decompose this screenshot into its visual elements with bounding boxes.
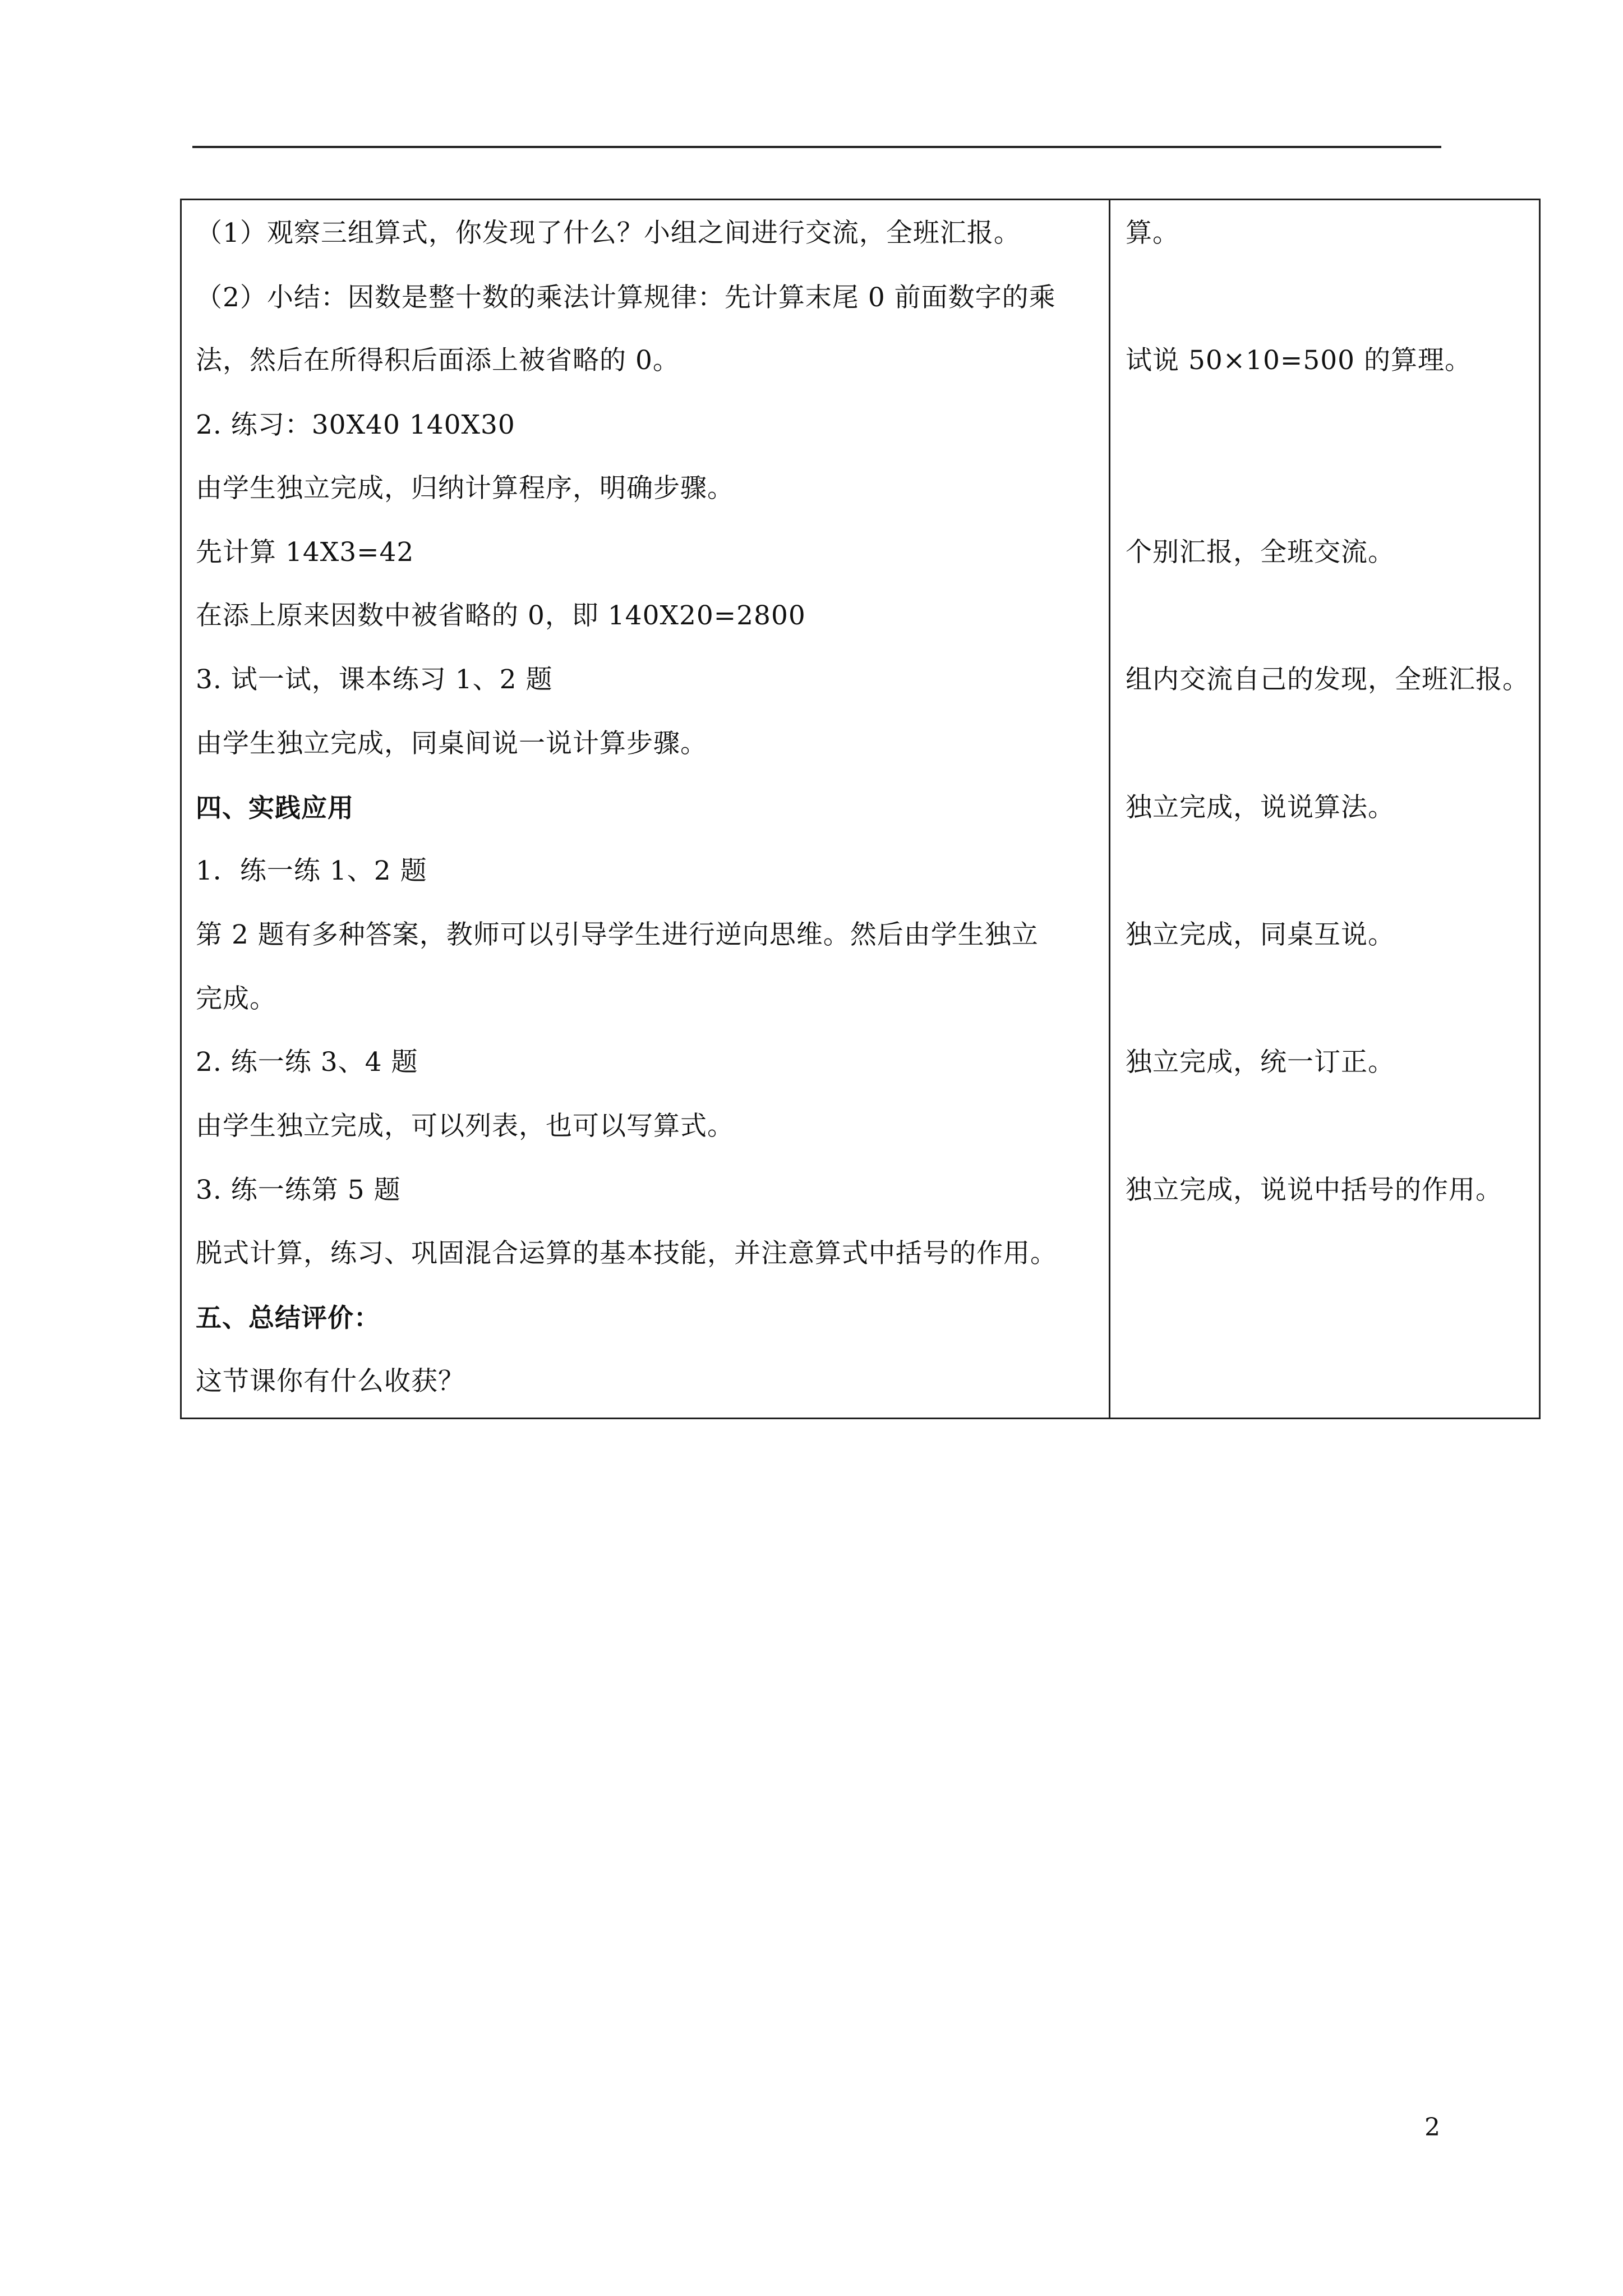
- teacher-text-line: 由学生独立完成，可以列表，也可以写算式。: [196, 1111, 734, 1142]
- lesson-plan-table: [180, 199, 1541, 1419]
- page-number: 2: [1424, 2113, 1440, 2142]
- section-heading-practice: 四、实践应用: [196, 793, 354, 823]
- teacher-text-line: 脱式计算，练习、巩固混合运算的基本技能，并注意算式中括号的作用。: [196, 1238, 1057, 1269]
- student-text-line: 组内交流自己的发现，全班汇报。: [1126, 664, 1529, 695]
- teacher-text-line: 3. 试一试，课本练习 1、2 题: [196, 664, 553, 695]
- teacher-text-line: 2. 练一练 3、4 题: [196, 1047, 418, 1078]
- column-divider: [1109, 200, 1110, 1418]
- teacher-text-line: 法，然后在所得积后面添上被省略的 0。: [196, 345, 680, 376]
- student-text-line: 个别汇报，全班交流。: [1126, 537, 1395, 568]
- teacher-text-line: 3. 练一练第 5 题: [196, 1175, 401, 1205]
- teacher-text-line: 在添上原来因数中被省略的 0，即 140X20=2800: [196, 600, 806, 631]
- student-text-line: 独立完成，说说算法。: [1126, 792, 1395, 823]
- student-text-line: 独立完成，说说中括号的作用。: [1126, 1175, 1502, 1205]
- teacher-text-line: 由学生独立完成，归纳计算程序，明确步骤。: [196, 473, 734, 504]
- student-text-line: 独立完成，统一订正。: [1126, 1047, 1395, 1078]
- teacher-text-line: 由学生独立完成，同桌间说一说计算步骤。: [196, 728, 707, 759]
- student-text-line: 独立完成，同桌互说。: [1126, 919, 1395, 950]
- header-rule: [192, 146, 1441, 148]
- teacher-text-line: 1．练一练 1、2 题: [196, 855, 427, 886]
- teacher-text-line: （2）小结：因数是整十数的乘法计算规律：先计算末尾 0 前面数字的乘: [196, 282, 1056, 313]
- teacher-text-line: 先计算 14X3=42: [196, 537, 414, 568]
- teacher-text-line: 完成。: [196, 983, 276, 1014]
- student-text-line: 算。: [1126, 218, 1179, 249]
- teacher-text-line: （1）观察三组算式，你发现了什么？小组之间进行交流，全班汇报。: [196, 218, 1021, 249]
- teacher-text-line: 第 2 题有多种答案，教师可以引导学生进行逆向思维。然后由学生独立: [196, 919, 1039, 950]
- teacher-text-line: 这节课你有什么收获？: [196, 1366, 465, 1397]
- teacher-text-line: 2. 练习：30X40 140X30: [196, 409, 515, 440]
- section-heading-summary: 五、总结评价：: [196, 1303, 380, 1333]
- student-text-line: 试说 50×10=500 的算理。: [1126, 345, 1472, 376]
